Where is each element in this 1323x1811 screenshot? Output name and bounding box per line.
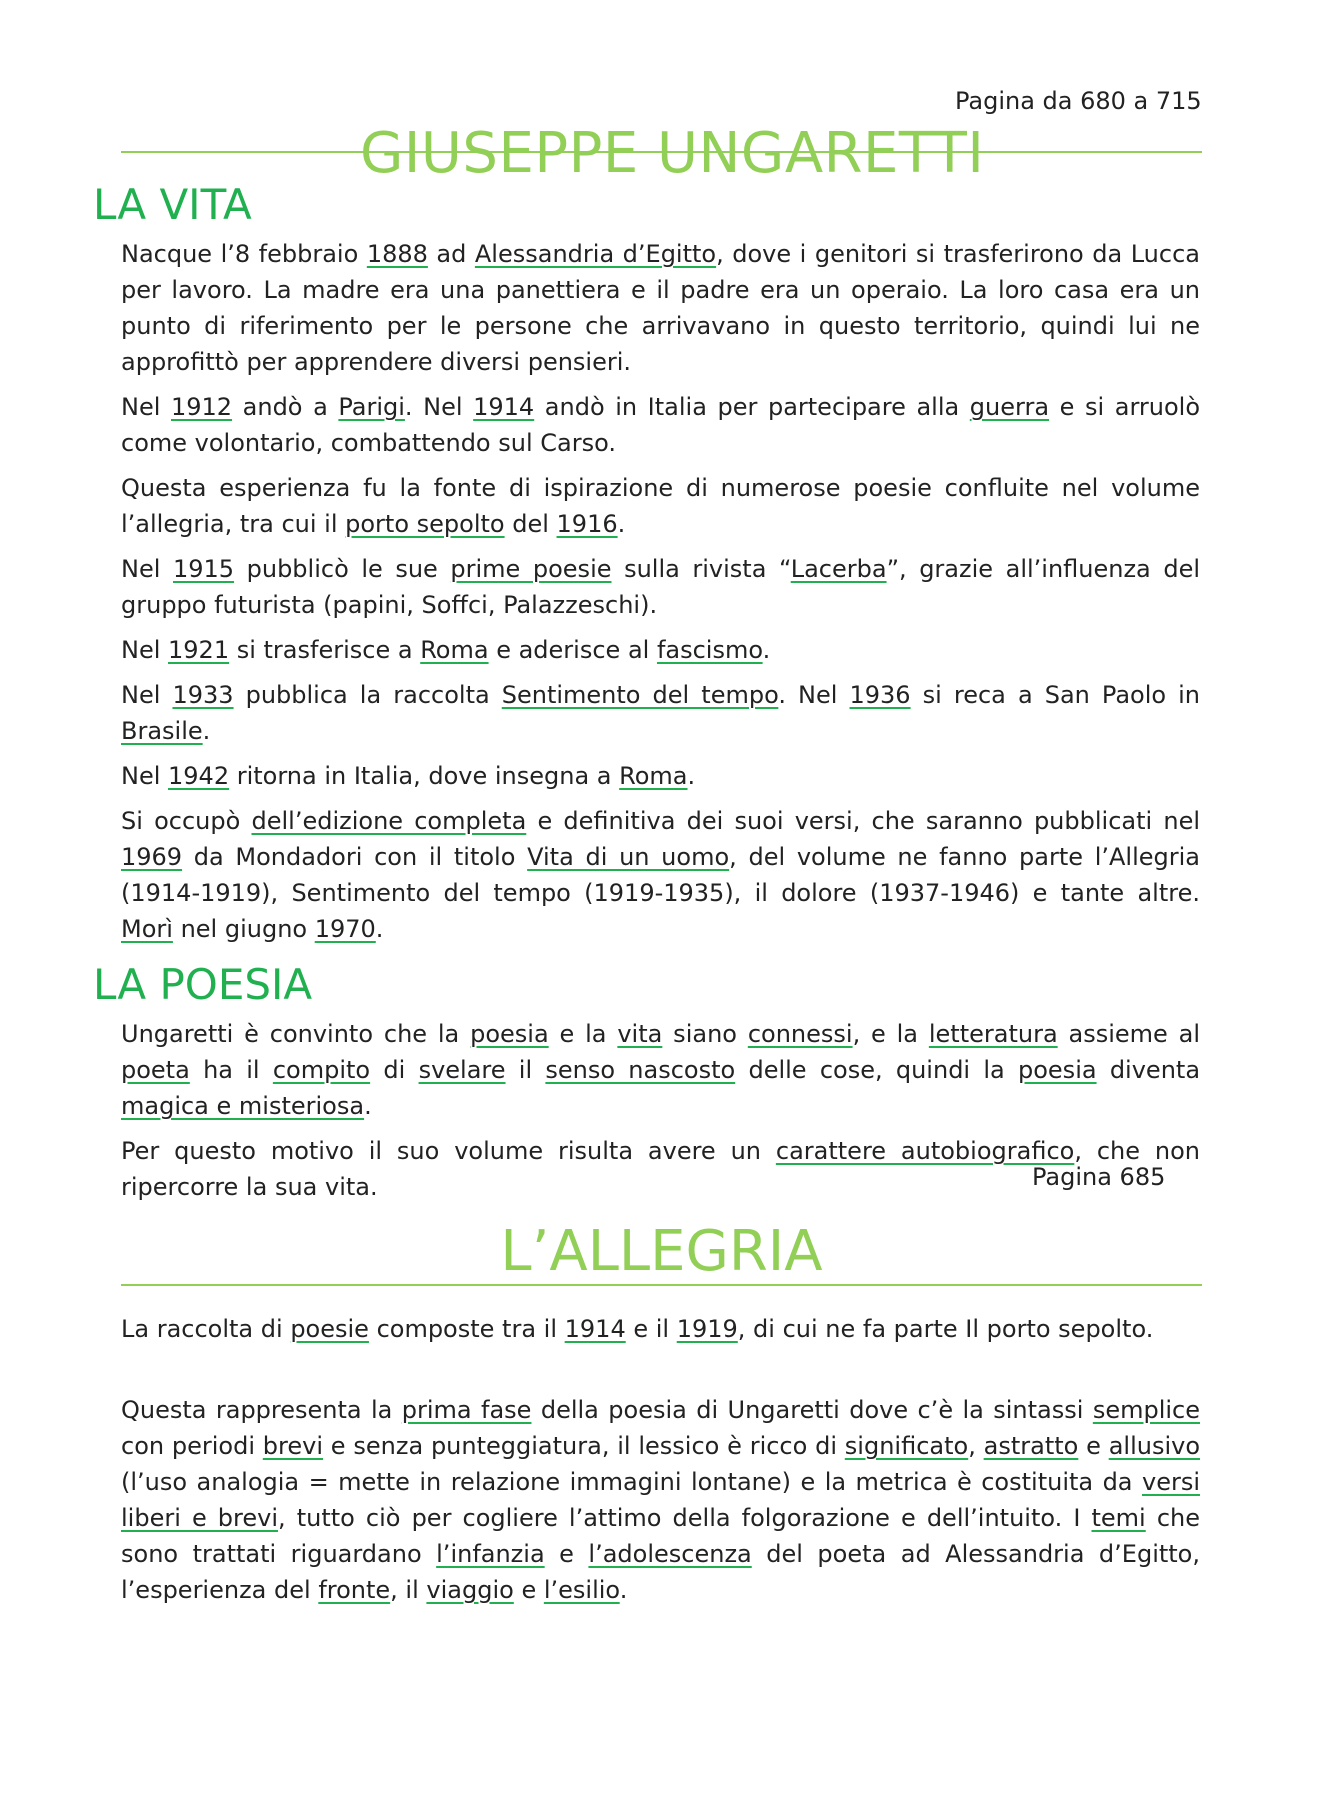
underlined-term: 1970: [314, 915, 376, 943]
underlined-term: 1921: [168, 636, 230, 664]
underlined-term: Vita di un uomo: [527, 843, 730, 871]
underlined-term: 1914: [564, 1315, 626, 1343]
underlined-term: 1888: [366, 240, 428, 268]
underlined-term: 1912: [170, 393, 233, 421]
underlined-term: Sentimento del tempo: [501, 681, 779, 709]
paragraph-poesia-1: Ungaretti è convinto che la poesia e la vita siano connessi, e la letteratura assieme al poeta ha il compito di svelare il senso nascosto delle cose, quindi la poesia diventa magica e misteriosa.: [121, 1020, 1201, 1120]
underlined-term: 1916: [556, 510, 618, 538]
underlined-term: significato: [844, 1432, 969, 1460]
title-divider: [121, 151, 1202, 153]
paragraph-allegria-1: La raccolta di poesie composte tra il 1914 e il 1919, di cui ne fa parte Il porto sepolto.: [121, 1315, 1154, 1343]
underlined-term: 1933: [172, 681, 234, 709]
underlined-term: allusivo: [1108, 1432, 1200, 1460]
page-reference-mid: Pagina 685: [1032, 1163, 1166, 1191]
underlined-term: 1919: [676, 1315, 738, 1343]
underlined-term: poesia: [470, 1020, 549, 1048]
section-title-allegria: L’ALLEGRIA: [500, 1219, 823, 1284]
underlined-term: porto sepolto: [345, 510, 505, 538]
paragraph-vita-7: Nel 1942 ritorna in Italia, dove insegna a Roma.: [121, 762, 696, 790]
underlined-term: viaggio: [426, 1576, 514, 1604]
underlined-term: Roma: [619, 762, 688, 790]
page-reference-text: Pagina da 680 a 715: [955, 87, 1202, 115]
underlined-term: dell’edizione completa: [251, 807, 527, 835]
section-heading-vita: LA VITA: [93, 180, 252, 229]
underlined-term: Roma: [420, 636, 489, 664]
underlined-term: magica e misteriosa: [121, 1092, 365, 1120]
underlined-term: astratto: [983, 1432, 1079, 1460]
document-title: GIUSEPPE UNGARETTI: [360, 120, 985, 186]
underlined-term: connessi: [747, 1020, 853, 1048]
underlined-term: svelare: [418, 1056, 506, 1084]
underlined-term: 1914: [473, 393, 535, 421]
underlined-term: fascismo: [656, 636, 763, 664]
paragraph-vita-2: Nel 1912 andò a Parigi. Nel 1914 andò in Italia per partecipare alla guerra e si arruolò come volontario, combattendo sul Carso.: [121, 393, 1201, 457]
paragraph-poesia-2: Per questo motivo il suo volume risulta avere un carattere autobiografico, che non ripercorre la sua vita.: [121, 1137, 1200, 1201]
underlined-term: compito: [272, 1056, 371, 1084]
underlined-term: 1936: [849, 681, 911, 709]
paragraph-vita-4: Nel 1915 pubblicò le sue prime poesie sulla rivista “Lacerba”, grazie all’influenza del gruppo futurista (papini, Soffci, Palazzeschi).: [121, 555, 1201, 619]
underlined-term: Alessandria d’Egitto: [474, 240, 717, 268]
paragraph-vita-1: Nacque l’8 febbraio 1888 ad Alessandria d’Egitto, dove i genitori si trasferirono da Lucca per lavoro. La madre era una panettiera e il padre era un operaio. La loro casa era un punto di riferimento per le persone che arrivavano in questo territorio, quindi lui ne approfittò per apprendere diversi pensieri.: [121, 240, 1200, 376]
allegria-divider: [121, 1284, 1202, 1286]
underlined-term: l’infanzia: [436, 1540, 545, 1568]
paragraph-vita-5: Nel 1921 si trasferisce a Roma e aderisce al fascismo.: [121, 636, 771, 664]
page-reference-top: [955, 86, 1202, 126]
underlined-term: carattere autobiografico: [775, 1137, 1075, 1165]
underlined-term: Brasile: [121, 717, 203, 745]
paragraph-vita-8: Si occupò dell’edizione completa e definitiva dei suoi versi, che saranno pubblicati nel 1969 da Mondadori con il titolo Vita di un uomo, del volume ne fanno parte l’Allegria (1914-1919), Sentimento del tempo (1919-1935), il dolore (1937-1946) e tante altre. Morì nel giugno 1970.: [121, 807, 1201, 943]
underlined-term: semplice: [1092, 1396, 1200, 1424]
underlined-term: brevi: [262, 1432, 324, 1460]
underlined-term: 1969: [121, 843, 183, 871]
underlined-term: Morì: [121, 915, 173, 943]
underlined-term: 1915: [172, 555, 235, 583]
underlined-term: prima fase: [401, 1396, 532, 1424]
underlined-term: 1942: [168, 762, 230, 790]
underlined-term: poeta: [121, 1056, 190, 1084]
underlined-term: poesie: [290, 1315, 369, 1343]
underlined-term: Lacerba: [790, 555, 887, 583]
section-heading-poesia: LA POESIA: [93, 960, 313, 1009]
paragraph-vita-3: Questa esperienza fu la fonte di ispirazione di numerose poesie confluite nel volume l’allegria, tra cui il porto sepolto del 1916.: [121, 474, 1200, 538]
paragraph-allegria-2: Questa rappresenta la prima fase della poesia di Ungaretti dove c’è la sintassi semplice con periodi brevi e senza punteggiatura, il lessico è ricco di significato, astratto e allusivo (l’uso analogia = mette in relazione immagini lontane) e la metrica è costituita da versi liberi e brevi, tutto ciò per cogliere l’attimo della folgorazione e dell’intuito. I temi che sono trattati riguardano l’infanzia e l’adolescenza del poeta ad Alessandria d’Egitto, l’esperienza del fronte, il viaggio e l’esilio.: [121, 1396, 1200, 1604]
underlined-term: letteratura: [928, 1020, 1058, 1048]
underlined-term: fronte: [318, 1576, 391, 1604]
underlined-term: l’adolescenza: [588, 1540, 752, 1568]
underlined-term: guerra: [969, 393, 1050, 421]
underlined-term: l’esilio: [543, 1576, 620, 1604]
underlined-term: temi: [1091, 1504, 1146, 1532]
underlined-term: versi liberi e brevi: [121, 1468, 1200, 1532]
underlined-term: poesia: [1018, 1056, 1097, 1084]
underlined-term: Parigi: [338, 393, 405, 421]
underlined-term: vita: [617, 1020, 663, 1048]
paragraph-vita-6: Nel 1933 pubblica la raccolta Sentimento del tempo. Nel 1936 si reca a San Paolo in Brasile.: [121, 681, 1201, 745]
underlined-term: senso nascosto: [545, 1056, 736, 1084]
underlined-term: prime poesie: [450, 555, 612, 583]
